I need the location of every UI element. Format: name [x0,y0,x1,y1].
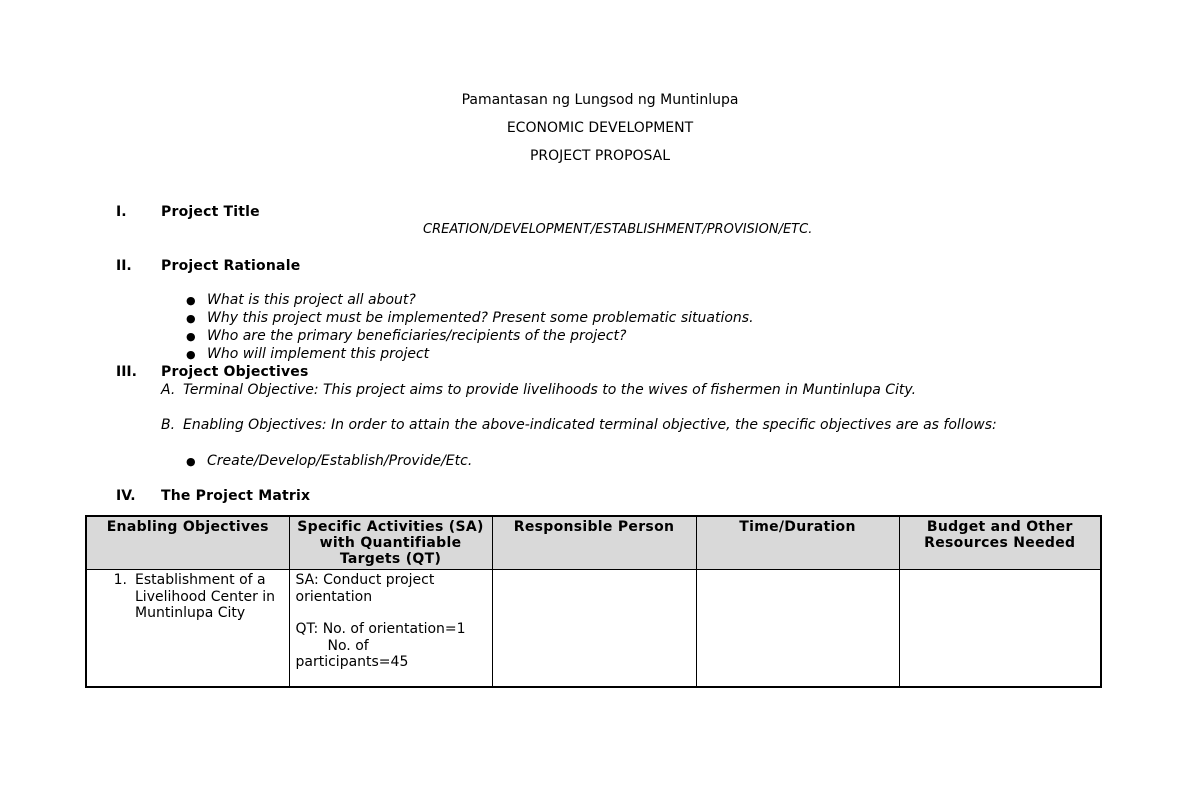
objective-text: Establishment of a Livelihood Center in Muntinlupa City [135,572,276,621]
rationale-bullet-2: Why this project must be implemented? Present some problematic situations. [207,310,754,326]
enabling-bullet-1: Create/Develop/Establish/Provide/Etc. [207,453,473,469]
bullet-icon: ● [186,455,196,468]
rationale-bullet-1: What is this project all about? [207,292,416,308]
cell-activities [289,570,492,688]
bullet-icon: ● [186,312,196,325]
section-1-number: I. [116,204,127,220]
department-name: ECONOMIC DEVELOPMENT [506,120,694,136]
objective-number: 1. [113,572,127,588]
document-type: PROJECT PROPOSAL [529,148,671,164]
rationale-bullet-4: Who will implement this project [207,346,430,362]
qt-orientation: QT: No. of orientation=1 [295,621,466,637]
section-4-number: IV. [116,488,136,504]
header-budget-resources: Budget and Other Resources Needed [899,516,1101,570]
terminal-objective: Terminal Objective: This project aims to provide livelihoods to the wives of fishermen in Muntinlupa City. [183,382,917,398]
project-matrix-table [85,515,1102,688]
university-name: Pamantasan ng Lungsod ng Muntinlupa [461,92,739,108]
bullet-icon: ● [186,330,196,343]
header-responsible-person: Responsible Person [492,516,696,570]
section-4-title: The Project Matrix [161,488,311,504]
project-title-content: CREATION/DEVELOPMENT/ESTABLISHMENT/PROVISION/ETC. [423,222,813,237]
objective-a-label: A. [161,382,176,398]
header-time-duration: Time/Duration [696,516,899,570]
qt-participants-label: No. of [327,637,369,654]
table-header-row [86,516,1101,570]
section-2-number: II. [116,258,132,274]
cell-responsible [492,570,696,688]
enabling-objectives: Enabling Objectives: In order to attain the above-indicated terminal objective, the specific objectives are as follows: [183,417,997,433]
section-2-title: Project Rationale [161,258,301,274]
sa-text: SA: Conduct project orientation [295,572,435,605]
bullet-icon: ● [186,294,196,307]
header-enabling-objectives: Enabling Objectives [86,516,289,570]
rationale-bullet-3: Who are the primary beneficiaries/recipients of the project? [207,328,627,344]
section-1-title: Project Title [161,204,260,220]
table-row [86,570,1101,688]
cell-time [696,570,899,688]
qt-participants-value: participants=45 [295,654,409,670]
bullet-icon: ● [186,348,196,361]
header-specific-activities: Specific Activities (SA) with Quantifiable Targets (QT) [289,516,492,570]
cell-objective [86,570,289,688]
cell-budget [899,570,1101,688]
section-3-number: III. [116,364,137,380]
section-3-title: Project Objectives [161,364,309,380]
objective-b-label: B. [161,417,176,433]
